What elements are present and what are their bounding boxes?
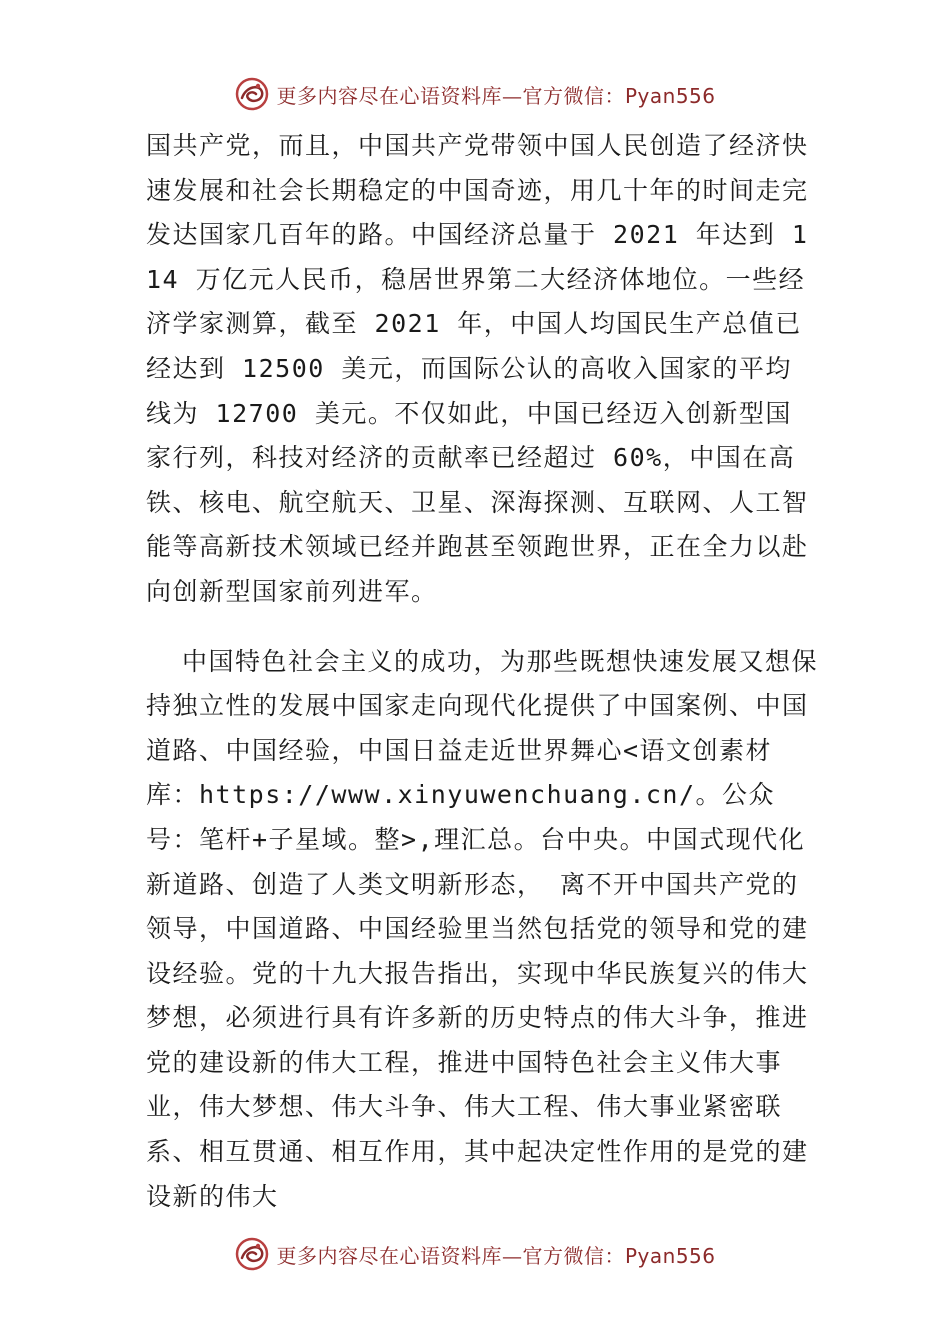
footer-banner-text (276, 1240, 715, 1269)
swirl-logo-icon (234, 76, 270, 112)
swirl-logo-icon (234, 1236, 270, 1272)
paragraph-1: 国共产党，而且，中国共产党带领中国人民创造了经济快速发展和社会长期稳定的中国奇迹，用几十年的时间走完发达国家几百年的路。中国经济总量于 2021 年达到 114 万亿元人民币，稳居世界第二大经济体地位。一些经济学家测算，截至 2021 年，中国人均国民生产总值已经达到 12500 美元，而国际公认的高收入国家的平均线为 12700 美元。不仅如此，中国已经迈入创新型国家行列，科技对经济的贡献率已经超过 60%，中国在高铁、核电、航空航天、卫星、深海探测、互联网、人工智能等高新技术领域已经并跑甚至领跑世界，正在全力以赴向创新型国家前列进军。 (146, 131, 809, 606)
header-banner-text (276, 80, 715, 109)
header-banner (0, 72, 950, 116)
header-separator: — (501, 83, 523, 108)
header-contact-label: 官方微信： (522, 83, 625, 108)
footer-banner (0, 1232, 950, 1276)
header-contact-id: Pyan556 (624, 83, 716, 108)
document-body (146, 124, 818, 1219)
footer-contact-id: Pyan556 (624, 1243, 716, 1268)
footer-separator: — (501, 1243, 523, 1268)
footer-contact-label: 官方微信： (522, 1243, 625, 1268)
paragraph-2: 中国特色社会主义的成功，为那些既想快速发展又想保持独立性的发展中国家走向现代化提供了中国案例、中国道路、中国经验，中国日益走近世界舞心<语文创素材库：https://www.xinyuwenchuang.cn/。公众号：笔杆+子星域。整>,理汇总。台中央。中国式现代化新道路、创造了人类文明新形态， 离不开中国共产党的领导，中国道路、中国经验里当然包括党的领导和党的建设经验。党的十九大报告指出，实现中华民族复兴的伟大梦想，必须进行具有许多新的历史特点的伟大斗争，推进党的建设新的伟大工程，推进中国特色社会主义伟大事业，伟大梦想、伟大斗争、伟大工程、伟大事业紧密联系、相互贯通、相互作用，其中起决定性作用的是党的建设新的伟大 (146, 646, 819, 1211)
header-site-name: 更多内容尽在心语资料库 (276, 83, 502, 108)
footer-site-name: 更多内容尽在心语资料库 (276, 1243, 502, 1268)
